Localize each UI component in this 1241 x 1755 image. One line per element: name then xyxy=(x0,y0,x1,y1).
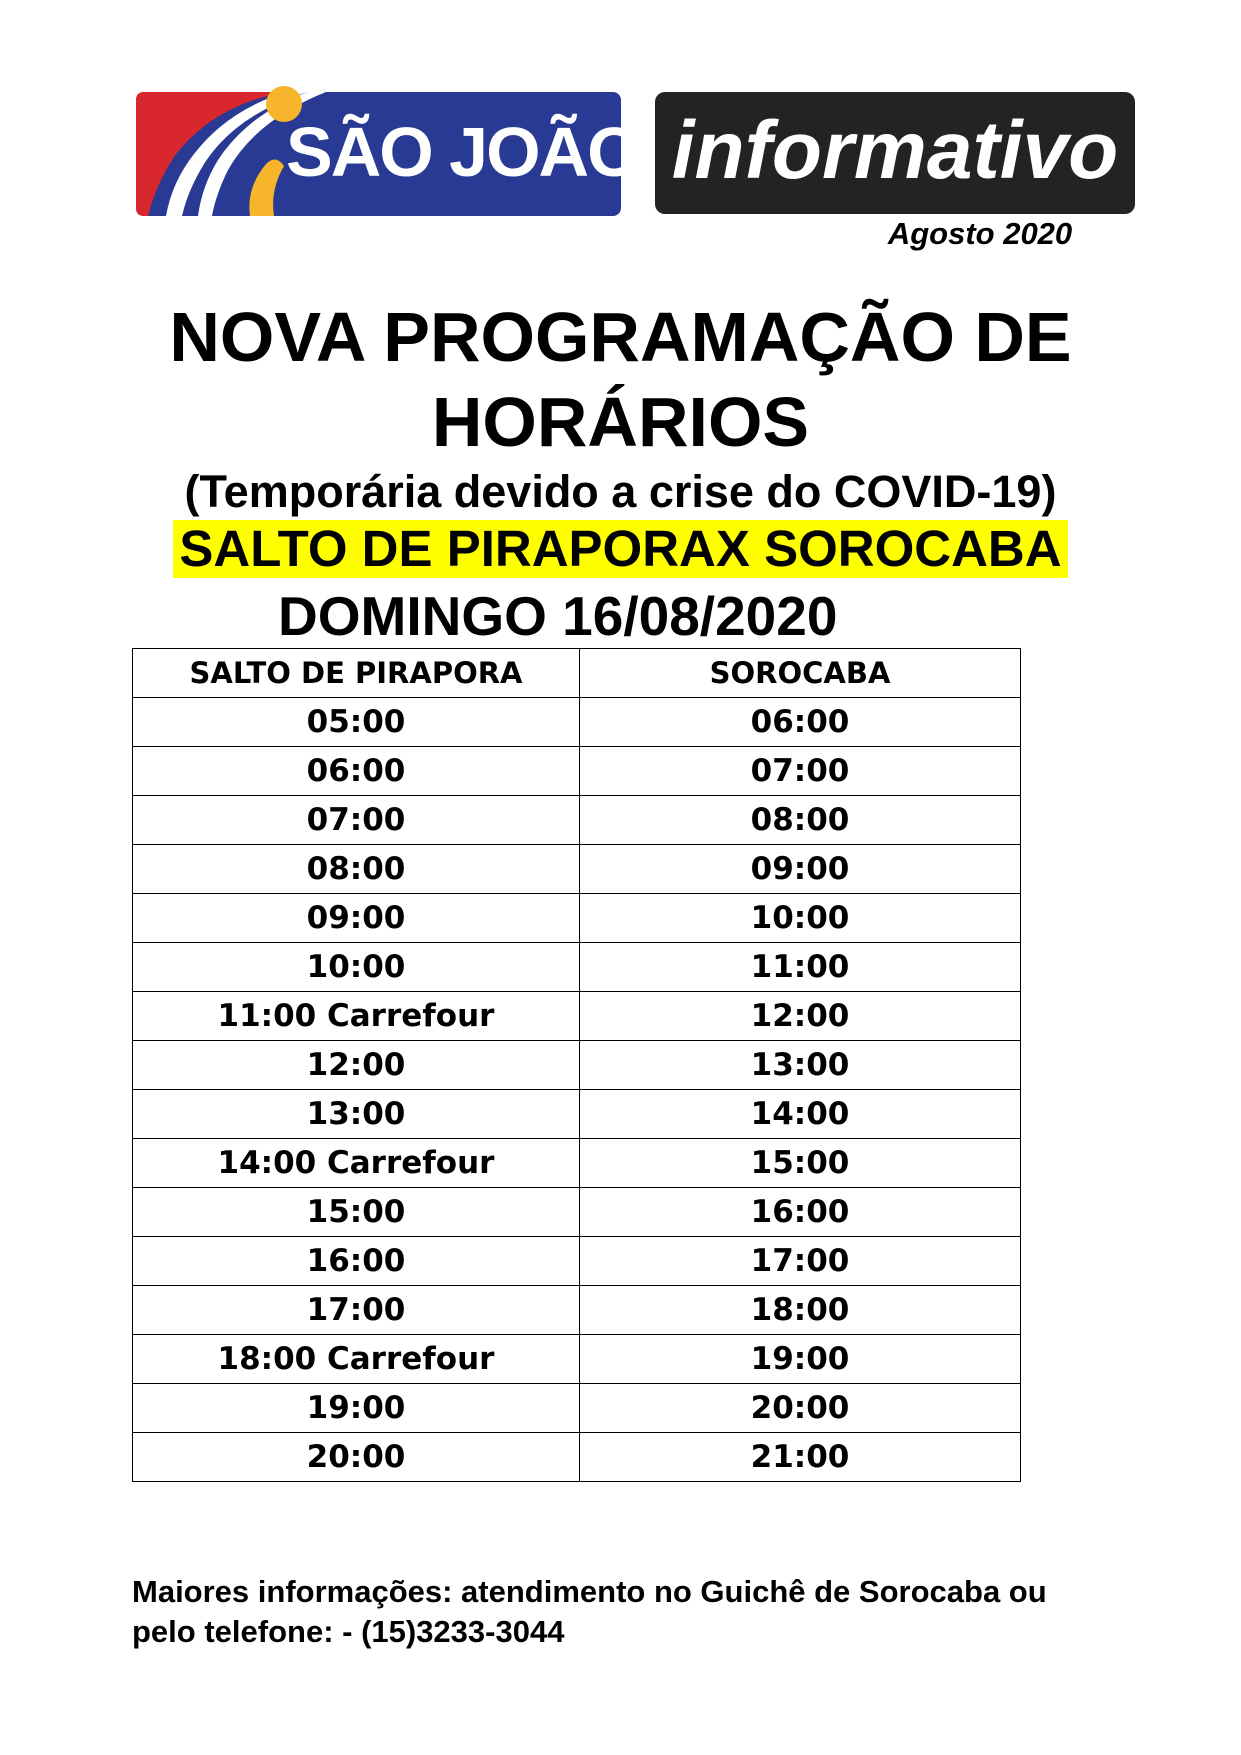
departure-sorocaba: 12:00 xyxy=(580,992,1021,1041)
departure-salto-de-pirapora: 12:00 xyxy=(133,1041,580,1090)
schedule-body xyxy=(133,698,1021,1482)
departure-salto-de-pirapora: 07:00 xyxy=(133,796,580,845)
departure-salto-de-pirapora: 17:00 xyxy=(133,1286,580,1335)
departure-sorocaba: 06:00 xyxy=(580,698,1021,747)
route-container xyxy=(0,520,1241,578)
departure-salto-de-pirapora: 08:00 xyxy=(133,845,580,894)
table-row xyxy=(133,1139,1021,1188)
schedule-date: DOMINGO 16/08/2020 xyxy=(278,585,838,647)
table-row xyxy=(133,1433,1021,1482)
departure-salto-de-pirapora: 11:00 Carrefour xyxy=(133,992,580,1041)
table-row xyxy=(133,1188,1021,1237)
departure-salto-de-pirapora: 13:00 xyxy=(133,1090,580,1139)
contact-info xyxy=(132,1572,1132,1652)
departure-sorocaba: 11:00 xyxy=(580,943,1021,992)
sao-joao-logo-text: SÃO JOÃO xyxy=(286,113,640,191)
informativo-label: informativo xyxy=(671,105,1119,196)
departure-salto-de-pirapora: 06:00 xyxy=(133,747,580,796)
departure-salto-de-pirapora: 09:00 xyxy=(133,894,580,943)
table-row xyxy=(133,796,1021,845)
contact-info-line-1: Maiores informações: atendimento no Guichê de Sorocaba ou xyxy=(132,1574,1047,1609)
page-title-line-1: NOVA PROGRAMAÇÃO DE xyxy=(169,298,1072,376)
table-row xyxy=(133,992,1021,1041)
departure-sorocaba: 09:00 xyxy=(580,845,1021,894)
table-row xyxy=(133,1041,1021,1090)
temporary-notice: (Temporária devido a crise do COVID-19) xyxy=(184,466,1057,517)
issue-date: Agosto 2020 xyxy=(887,216,1073,251)
informativo-banner xyxy=(655,92,1135,214)
departure-sorocaba: 14:00 xyxy=(580,1090,1021,1139)
table-row xyxy=(133,698,1021,747)
departure-salto-de-pirapora: 18:00 Carrefour xyxy=(133,1335,580,1384)
table-row xyxy=(133,1335,1021,1384)
departure-salto-de-pirapora: 16:00 xyxy=(133,1237,580,1286)
departure-salto-de-pirapora: 05:00 xyxy=(133,698,580,747)
table-row xyxy=(133,1237,1021,1286)
table-row xyxy=(133,894,1021,943)
departure-sorocaba: 16:00 xyxy=(580,1188,1021,1237)
table-row xyxy=(133,845,1021,894)
column-header-sorocaba: SOROCABA xyxy=(580,649,1021,698)
route-title: SALTO DE PIRAPORAX SOROCABA xyxy=(173,520,1067,578)
schedule-table xyxy=(132,648,1021,1482)
contact-info-line-2: pelo telefone: - (15)3233-3044 xyxy=(132,1614,565,1649)
departure-salto-de-pirapora: 15:00 xyxy=(133,1188,580,1237)
departure-sorocaba: 07:00 xyxy=(580,747,1021,796)
departure-salto-de-pirapora: 14:00 Carrefour xyxy=(133,1139,580,1188)
departure-salto-de-pirapora: 20:00 xyxy=(133,1433,580,1482)
departure-sorocaba: 08:00 xyxy=(580,796,1021,845)
column-header-salto-de-pirapora: SALTO DE PIRAPORA xyxy=(133,649,580,698)
table-header-row xyxy=(133,649,1021,698)
departure-sorocaba: 13:00 xyxy=(580,1041,1021,1090)
table-row xyxy=(133,1286,1021,1335)
sao-joao-logo xyxy=(136,74,640,216)
table-row xyxy=(133,1384,1021,1433)
departure-sorocaba: 19:00 xyxy=(580,1335,1021,1384)
departure-sorocaba: 20:00 xyxy=(580,1384,1021,1433)
table-row xyxy=(133,747,1021,796)
table-row xyxy=(133,1090,1021,1139)
departure-salto-de-pirapora: 10:00 xyxy=(133,943,580,992)
departure-sorocaba: 15:00 xyxy=(580,1139,1021,1188)
departure-salto-de-pirapora: 19:00 xyxy=(133,1384,580,1433)
departure-sorocaba: 21:00 xyxy=(580,1433,1021,1482)
table-row xyxy=(133,943,1021,992)
departure-sorocaba: 10:00 xyxy=(580,894,1021,943)
page-title-line-2: HORÁRIOS xyxy=(431,383,810,461)
departure-sorocaba: 18:00 xyxy=(580,1286,1021,1335)
departure-sorocaba: 17:00 xyxy=(580,1237,1021,1286)
